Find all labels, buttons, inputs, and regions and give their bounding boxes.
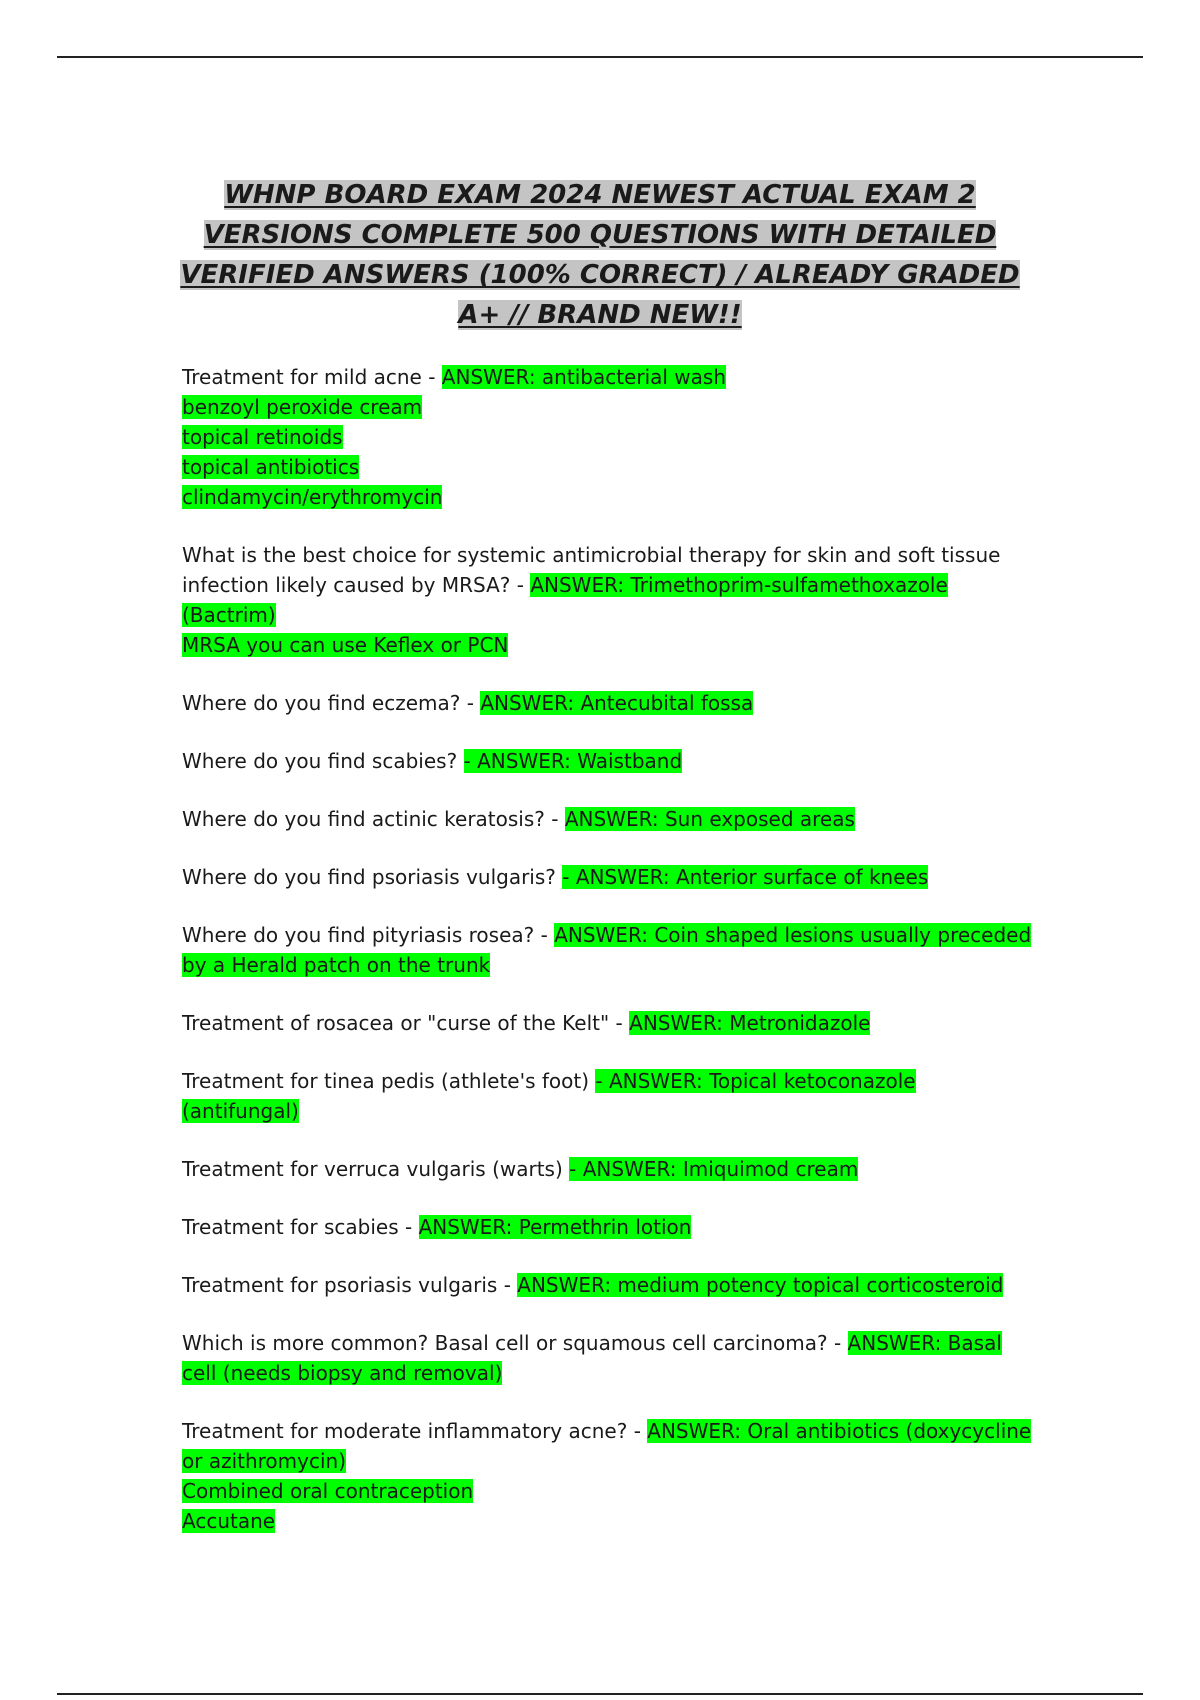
answer-text: ANSWER: Trimethoprim-sulfamethoxazole	[530, 573, 948, 597]
answer-text: (Bactrim)	[182, 603, 276, 627]
qa-item	[182, 1154, 1032, 1184]
answer-text: cell (needs biopsy and removal)	[182, 1361, 503, 1385]
qa-item	[182, 920, 1032, 980]
question-text: Where do you find scabies?	[182, 749, 464, 773]
qa-item	[182, 1328, 1032, 1388]
qa-item	[182, 1008, 1032, 1038]
question-text: Where do you find psoriasis vulgaris?	[182, 865, 563, 889]
question-text: Treatment for psoriasis vulgaris -	[182, 1273, 518, 1297]
qa-item	[182, 1066, 1032, 1126]
answer-text: MRSA you can use Keflex or PCN	[182, 633, 509, 657]
answer-text: Accutane	[182, 1509, 276, 1533]
footer-rule	[57, 1693, 1143, 1695]
title-line: VERIFIED ANSWERS (100% CORRECT) / ALREADY GRADED	[180, 260, 1020, 290]
question-text: Where do you find pityriasis rosea? -	[182, 923, 555, 947]
answer-text: topical retinoids	[182, 425, 343, 449]
answer-text: ANSWER: Antecubital fossa	[480, 691, 754, 715]
answer-text: - ANSWER: Anterior surface of knees	[562, 865, 929, 889]
question-text: infection likely caused by MRSA? -	[182, 573, 531, 597]
answer-text: clindamycin/erythromycin	[182, 485, 443, 509]
qa-item	[182, 362, 1032, 512]
title-line: A+ // BRAND NEW!!	[458, 300, 742, 330]
answer-text: topical antibiotics	[182, 455, 360, 479]
question-text: Where do you find actinic keratosis? -	[182, 807, 565, 831]
answer-text: ANSWER: Basal	[847, 1331, 1002, 1355]
qa-item	[182, 804, 1032, 834]
qa-list	[182, 362, 1032, 1564]
header-rule	[57, 56, 1143, 58]
question-text: Treatment for scabies -	[182, 1215, 419, 1239]
qa-item	[182, 1416, 1032, 1536]
document-title	[140, 175, 1060, 335]
question-text: Treatment for tinea pedis (athlete's foot)	[182, 1069, 596, 1093]
answer-text: ANSWER: Permethrin lotion	[418, 1215, 692, 1239]
answer-text: benzoyl peroxide cream	[182, 395, 423, 419]
answer-text: Combined oral contraception	[182, 1479, 474, 1503]
answer-text: ANSWER: medium potency topical corticosteroid	[517, 1273, 1004, 1297]
answer-text: ANSWER: Oral antibiotics (doxycycline	[647, 1419, 1032, 1443]
qa-item	[182, 862, 1032, 892]
answer-text: ANSWER: Metronidazole	[629, 1011, 871, 1035]
question-text: What is the best choice for systemic antimicrobial therapy for skin and soft tissue	[182, 543, 1001, 567]
qa-item	[182, 746, 1032, 776]
title-line: VERSIONS COMPLETE 500 QUESTIONS WITH DETAILED	[203, 220, 997, 250]
answer-text: - ANSWER: Waistband	[463, 749, 683, 773]
question-text: Which is more common? Basal cell or squamous cell carcinoma? -	[182, 1331, 848, 1355]
answer-text: - ANSWER: Imiquimod cream	[569, 1157, 859, 1181]
title-line: WHNP BOARD EXAM 2024 NEWEST ACTUAL EXAM 2	[224, 180, 976, 210]
qa-item	[182, 1270, 1032, 1300]
answer-text: ANSWER: Coin shaped lesions usually preceded	[554, 923, 1032, 947]
answer-text: - ANSWER: Topical ketoconazole	[595, 1069, 916, 1093]
answer-text: ANSWER: Sun exposed areas	[564, 807, 855, 831]
answer-text: ANSWER: antibacterial wash	[441, 365, 727, 389]
qa-item	[182, 540, 1032, 660]
answer-text: by a Herald patch on the trunk	[182, 953, 491, 977]
answer-text: or azithromycin)	[182, 1449, 347, 1473]
answer-text: (antifungal)	[182, 1099, 299, 1123]
question-text: Treatment of rosacea or "curse of the Kelt" -	[182, 1011, 630, 1035]
question-text: Treatment for verruca vulgaris (warts)	[182, 1157, 570, 1181]
question-text: Where do you find eczema? -	[182, 691, 481, 715]
qa-item	[182, 688, 1032, 718]
qa-item	[182, 1212, 1032, 1242]
question-text: Treatment for mild acne -	[182, 365, 442, 389]
question-text: Treatment for moderate inflammatory acne? -	[182, 1419, 648, 1443]
